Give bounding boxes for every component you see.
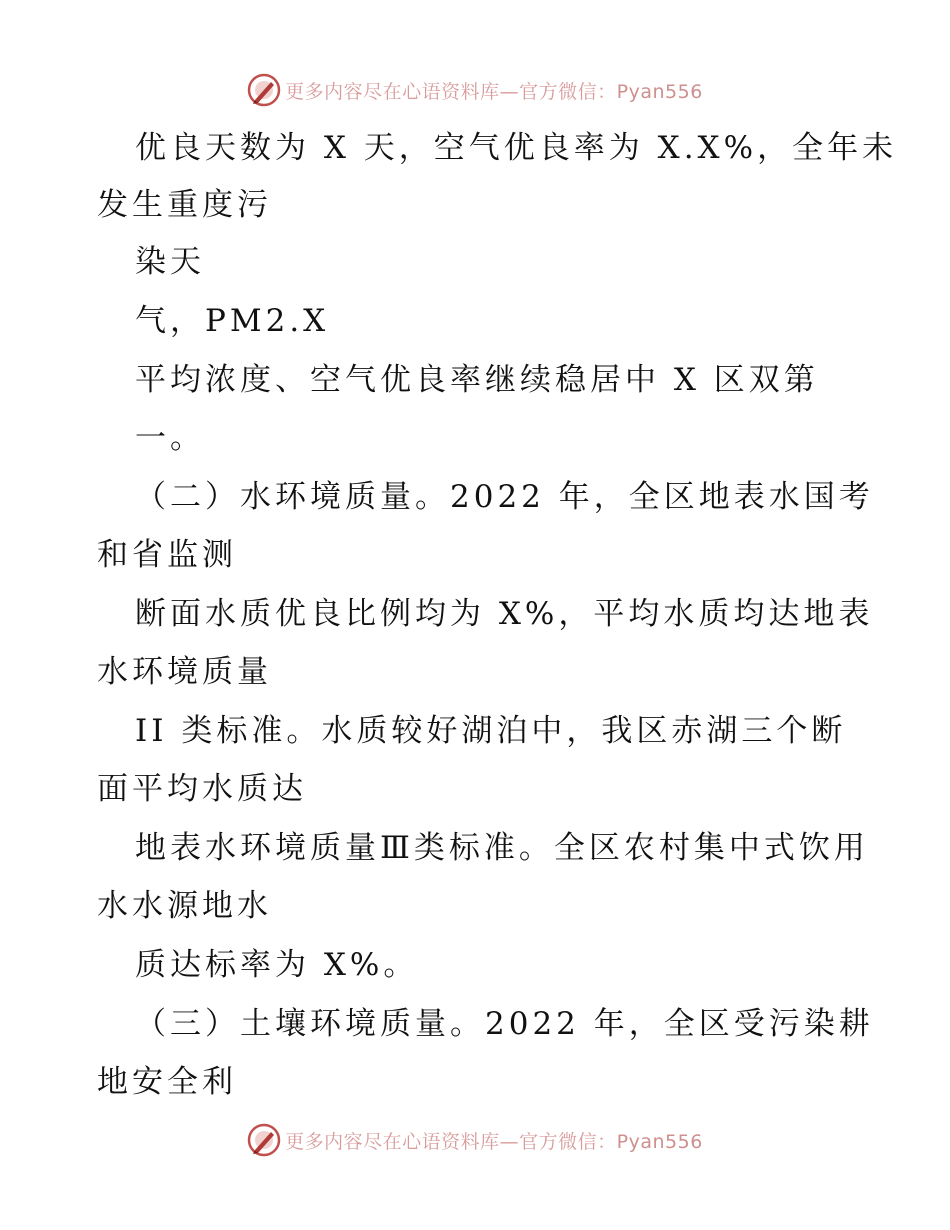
text-line: II 类标准。水质较好湖泊中，我区赤湖三个断 — [135, 713, 847, 749]
watermark-wechat-id: Pyan556 — [616, 80, 703, 103]
header-watermark — [0, 70, 950, 110]
text-line: 地安全利 — [97, 1064, 237, 1100]
text-line: （三）土壤环境质量。2022 年，全区受污染耕 — [135, 1006, 874, 1042]
text-line: 平均浓度、空气优良率继续稳居中 X 区双第 — [135, 362, 819, 398]
text-line: 和省监测 — [97, 537, 237, 573]
text-line: 地表水环境质量Ⅲ类标准。全区农村集中式饮用 — [135, 830, 869, 866]
text-line: 水环境质量 — [97, 654, 272, 690]
pen-logo-icon — [247, 73, 281, 107]
text-line: 质达标率为 X%。 — [135, 947, 419, 983]
text-line: （二）水环境质量。2022 年，全区地表水国考 — [135, 479, 874, 515]
pen-logo-icon — [247, 1123, 281, 1157]
text-line: 面平均水质达 — [97, 771, 307, 807]
watermark-wechat-id: Pyan556 — [616, 1130, 703, 1153]
text-line: 一。 — [135, 420, 205, 456]
text-line: 发生重度污 — [97, 187, 272, 223]
text-line: 断面水质优良比例均为 X%，平均水质均达地表 — [135, 596, 874, 632]
watermark-text: 更多内容尽在心语资料库—官方微信：Pyan556 — [285, 1130, 703, 1153]
watermark-text: 更多内容尽在心语资料库—官方微信：Pyan556 — [285, 80, 703, 103]
text-line: 优良天数为 X 天，空气优良率为 X.X%，全年未 — [135, 130, 898, 166]
text-line: 水水源地水 — [97, 888, 272, 924]
text-line: 染天 — [135, 244, 205, 280]
footer-watermark — [0, 1120, 950, 1160]
text-line: 气，PM2.X — [135, 303, 330, 339]
